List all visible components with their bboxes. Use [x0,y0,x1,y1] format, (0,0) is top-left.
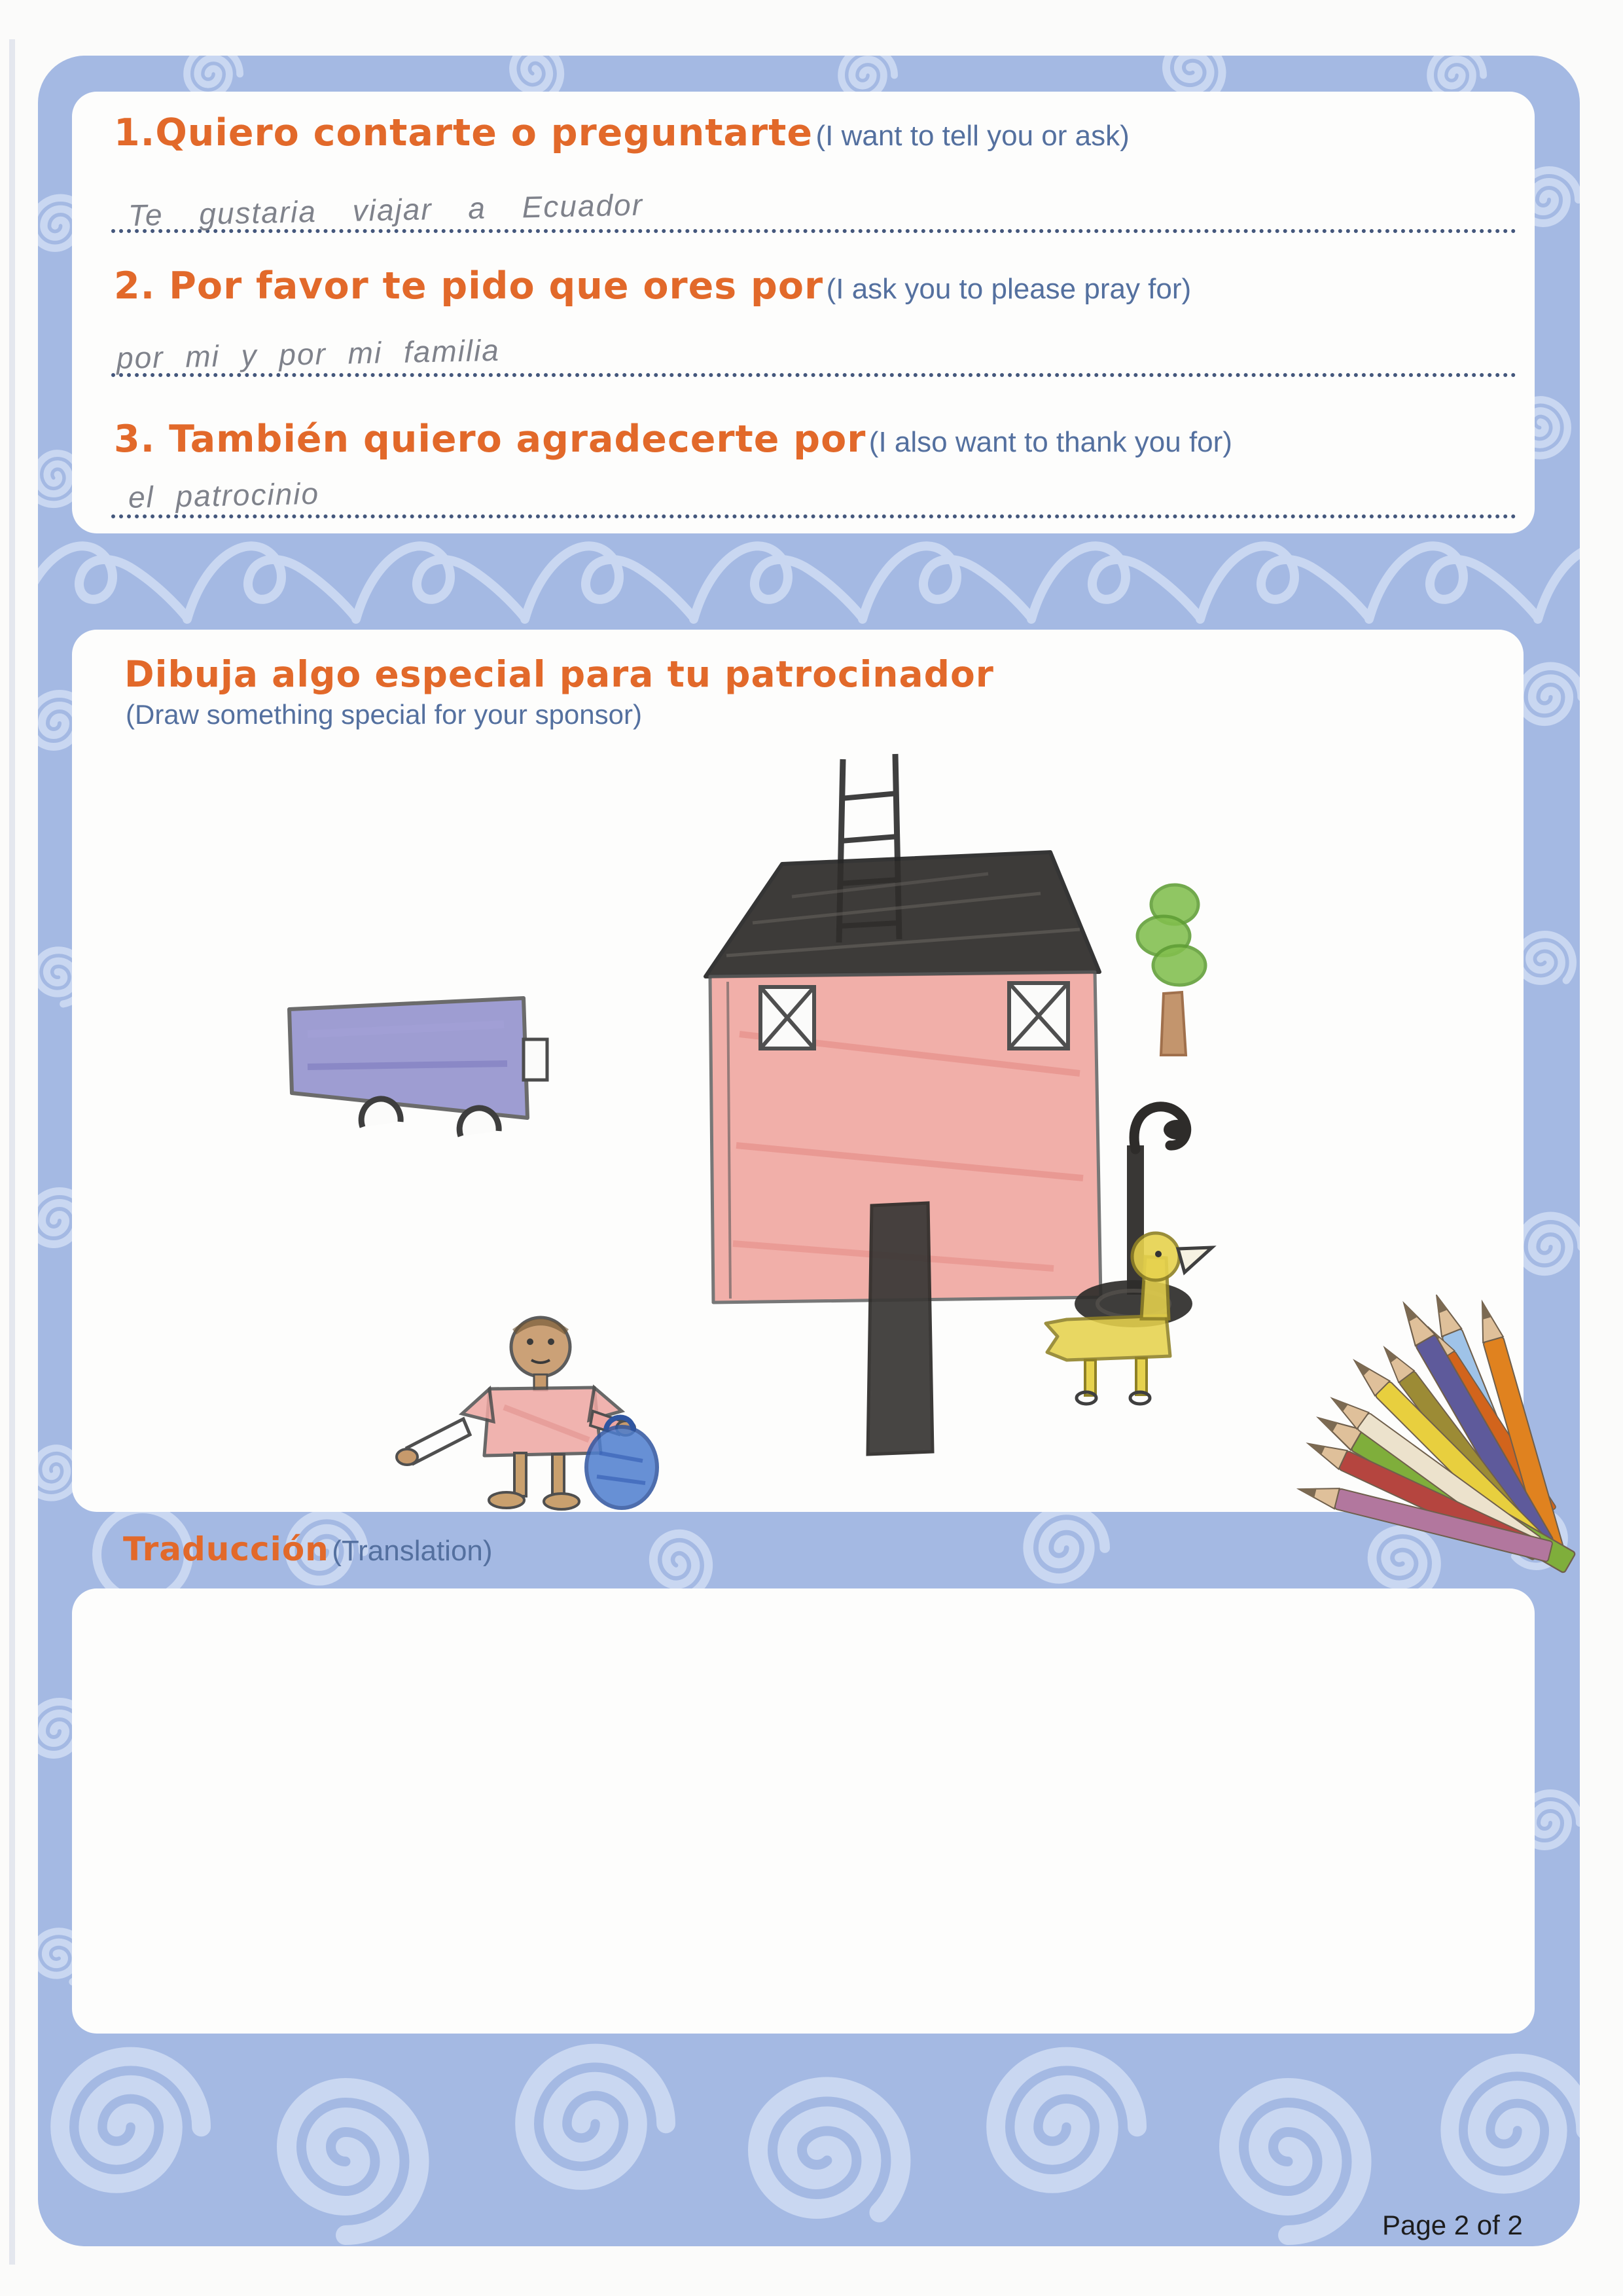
drawing-prompt-spanish: Dibuja algo especial para tu patrocinador [124,653,994,695]
question-2-prompt-english: (I ask you to please pray for) [826,273,1192,305]
questions-box [72,92,1535,533]
question-2-handwritten-answer: por mi y por mi familia [116,332,501,376]
question-3-handwritten-answer: el patrocinio [128,476,320,514]
question-1-prompt [114,111,1130,154]
translation-label [123,1530,493,1568]
scan-edge-artifact [9,39,15,2265]
question-3-prompt [114,420,1232,459]
question-3-prompt-spanish: 3. También quiero agradecerte por [114,418,866,461]
question-2-prompt-spanish: 2. Por favor te pido que ores por [114,264,824,308]
question-2-answer-field[interactable] [111,332,1516,377]
drawing-prompt-english: (Draw something special for your sponsor) [126,699,642,730]
translation-content-field[interactable] [92,1608,1515,2014]
translation-label-english: (Translation) [332,1535,493,1567]
drawn-house [705,754,1101,1454]
question-1-prompt-english: (I want to tell you or ask) [815,120,1130,152]
page-indicator: Page 2 of 2 [1382,2210,1523,2240]
question-3-prompt-english: (I also want to thank you for) [868,426,1232,458]
colored-pencils-illustration [1240,1295,1580,1586]
question-1-handwritten-answer: Te gustaria viajar a Ecuador [128,187,644,232]
question-1-prompt-spanish: 1.Quiero contarte o preguntarte [114,111,813,154]
question-2-prompt [114,264,1192,308]
translation-box [72,1588,1535,2034]
translation-label-spanish: Traducción [123,1530,329,1568]
question-1-answer-field[interactable] [111,187,1516,233]
drawn-tree [1137,885,1205,1055]
drawn-bus [289,998,547,1136]
question-3-answer-field[interactable] [111,476,1516,518]
